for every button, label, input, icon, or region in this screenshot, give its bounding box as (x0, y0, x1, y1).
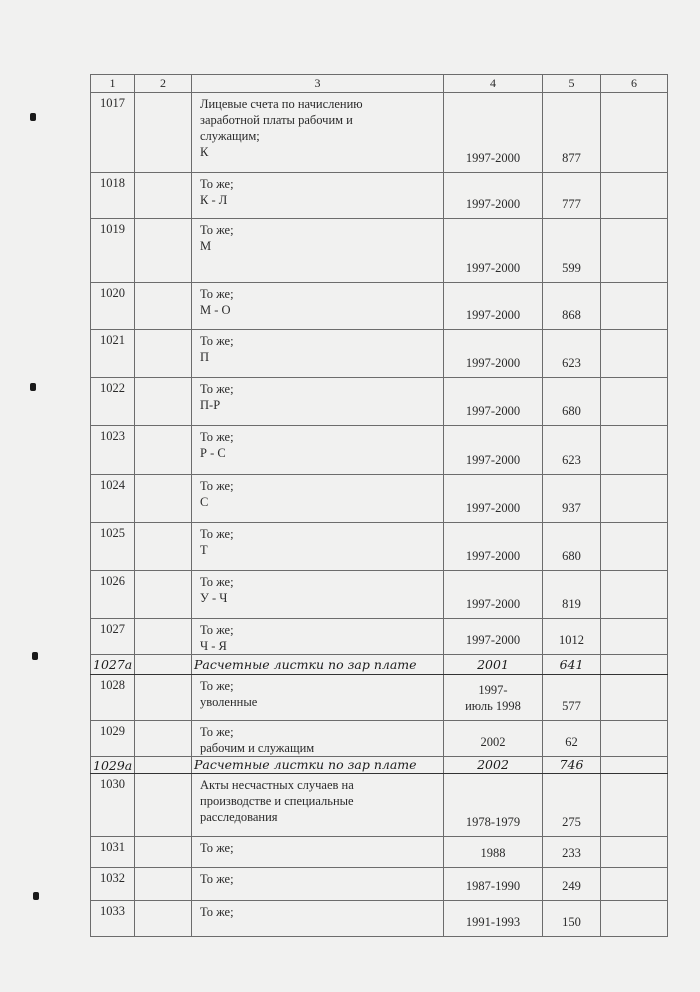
notes-cell (601, 868, 668, 901)
file-number (91, 173, 135, 219)
column-2-cell (135, 330, 192, 378)
file-years (444, 675, 543, 721)
table-row (91, 219, 668, 283)
file-years-line: 1997-2000 (465, 597, 521, 611)
table-row (91, 675, 668, 721)
sheet-count (543, 93, 601, 173)
notes-cell (601, 619, 668, 655)
file-years (444, 475, 543, 523)
file-years-line: 1997-2000 (465, 549, 521, 563)
file-years-line: 1997-2000 (465, 404, 521, 418)
file-title (192, 93, 444, 173)
file-years (444, 426, 543, 475)
file-title-line: К - Л (200, 193, 228, 207)
file-number (91, 93, 135, 173)
file-title-line: То же; (200, 872, 234, 886)
notes-cell (601, 523, 668, 571)
file-title (192, 721, 444, 757)
column-2-cell (135, 721, 192, 757)
sheet-count-text: 623 (562, 356, 581, 370)
file-title (192, 774, 444, 837)
notes-cell (601, 901, 668, 937)
file-years (444, 93, 543, 173)
sheet-count-text: 62 (565, 735, 578, 749)
punch-hole (30, 383, 36, 391)
table-row-handwritten (91, 655, 668, 675)
file-title (192, 757, 444, 774)
file-years-line: 1978-1979 (465, 815, 521, 829)
file-years-line: 1997- (478, 683, 508, 697)
notes-cell (601, 721, 668, 757)
file-number (91, 378, 135, 426)
file-number (91, 675, 135, 721)
sheet-count (543, 523, 601, 571)
file-years (444, 774, 543, 837)
notes-cell (601, 173, 668, 219)
column-header: 3 (192, 75, 444, 93)
file-title-line: То же; (200, 479, 234, 493)
file-title-line: То же; (200, 334, 234, 348)
column-2-cell (135, 619, 192, 655)
file-number (91, 774, 135, 837)
table-row (91, 475, 668, 523)
file-number-text: 1028 (100, 678, 125, 692)
table-row (91, 378, 668, 426)
column-2-cell (135, 837, 192, 868)
file-years (444, 901, 543, 937)
table-row (91, 523, 668, 571)
file-years-line: 2002 (480, 735, 506, 749)
file-title-line: К (200, 145, 209, 159)
file-title (192, 426, 444, 475)
file-years (444, 330, 543, 378)
file-years (444, 619, 543, 655)
file-title-line: Т (200, 543, 208, 557)
sheet-count-text: 599 (562, 261, 581, 275)
file-number (91, 837, 135, 868)
file-number-text: 1031 (100, 840, 125, 854)
sheet-count-text: 937 (562, 501, 581, 515)
notes-cell (601, 219, 668, 283)
file-number-text: 1027а (93, 657, 133, 672)
file-years (444, 219, 543, 283)
sheet-count-text: 249 (562, 879, 581, 893)
table-row (91, 330, 668, 378)
file-title (192, 868, 444, 901)
file-title (192, 675, 444, 721)
file-number (91, 757, 135, 774)
file-number-text: 1019 (100, 222, 125, 236)
punch-hole (32, 652, 38, 660)
file-title-line: уволенные (200, 695, 258, 709)
file-years (444, 868, 543, 901)
column-2-cell (135, 93, 192, 173)
file-years-line: 1997-2000 (465, 308, 521, 322)
file-number-text: 1017 (100, 96, 125, 110)
file-number (91, 655, 135, 675)
file-title (192, 475, 444, 523)
file-title-line: П (200, 350, 210, 364)
sheet-count-text: 150 (562, 915, 581, 929)
sheet-count (543, 675, 601, 721)
file-years (444, 283, 543, 330)
file-title-line: То же; (200, 527, 234, 541)
file-years (444, 571, 543, 619)
table-row (91, 868, 668, 901)
file-title (192, 219, 444, 283)
column-2-cell (135, 868, 192, 901)
file-years-line: 1997-2000 (465, 151, 521, 165)
file-number (91, 219, 135, 283)
notes-cell (601, 93, 668, 173)
file-title (192, 619, 444, 655)
table-body (91, 75, 668, 937)
file-title (192, 655, 444, 675)
table-row (91, 901, 668, 937)
sheet-count-text: 777 (562, 197, 581, 211)
sheet-count-text: 680 (562, 549, 581, 563)
sheet-count-text: 680 (562, 404, 581, 418)
notes-cell (601, 378, 668, 426)
file-number-text: 1033 (100, 904, 125, 918)
column-2-cell (135, 475, 192, 523)
file-title-line: Расчетные листки по зар плате (194, 656, 417, 672)
file-number-text: 1020 (100, 286, 125, 300)
sheet-count (543, 378, 601, 426)
sheet-count (543, 283, 601, 330)
sheet-count (543, 868, 601, 901)
sheet-count-text: 868 (562, 308, 581, 322)
file-years-line: 1987-1990 (465, 879, 521, 893)
file-years (444, 721, 543, 757)
file-title-line: производстве и специальные (200, 794, 354, 808)
file-title-line: То же; (200, 575, 234, 589)
sheet-count (543, 901, 601, 937)
file-number (91, 721, 135, 757)
file-title-line: Лицевые счета по начислению (200, 97, 363, 111)
notes-cell (601, 426, 668, 475)
file-title-line: То же; (200, 430, 234, 444)
file-years (444, 757, 543, 774)
file-title-line: Акты несчастных случаев на (200, 778, 354, 792)
file-number-text: 1018 (100, 176, 125, 190)
file-title-line: То же; (200, 177, 234, 191)
file-number-text: 1022 (100, 381, 125, 395)
column-header: 4 (444, 75, 543, 93)
file-title (192, 283, 444, 330)
file-title (192, 523, 444, 571)
sheet-count-text: 577 (562, 699, 581, 713)
file-number (91, 868, 135, 901)
file-years-line: 1997-2000 (465, 453, 521, 467)
column-2-cell (135, 426, 192, 475)
file-title-line: Ч - Я (200, 639, 227, 653)
file-years-line: июль 1998 (465, 699, 521, 713)
notes-cell (601, 757, 668, 774)
punch-hole (30, 113, 36, 121)
file-number-text: 1026 (100, 574, 125, 588)
file-title-line: То же; (200, 223, 234, 237)
column-2-cell (135, 901, 192, 937)
file-number (91, 619, 135, 655)
file-years-line: 2002 (477, 757, 509, 772)
file-number (91, 523, 135, 571)
notes-cell (601, 675, 668, 721)
notes-cell (601, 330, 668, 378)
file-title-line: То же; (200, 679, 234, 693)
file-years-line: 1997-2000 (465, 261, 521, 275)
notes-cell (601, 475, 668, 523)
column-header: 5 (543, 75, 601, 93)
file-title-line: То же; (200, 905, 234, 919)
file-years-line: 1997-2000 (465, 633, 521, 647)
table-row (91, 93, 668, 173)
file-years (444, 837, 543, 868)
column-2-cell (135, 675, 192, 721)
sheet-count (543, 219, 601, 283)
sheet-count-text: 877 (562, 151, 581, 165)
table-row (91, 283, 668, 330)
file-title (192, 901, 444, 937)
sheet-count (543, 619, 601, 655)
file-title-line: С (200, 495, 209, 509)
table-row (91, 619, 668, 655)
file-title-line: У - Ч (200, 591, 228, 605)
file-years (444, 523, 543, 571)
file-title-line: Расчетные листки по зар плате (194, 757, 417, 772)
notes-cell (601, 774, 668, 837)
file-number-text: 1027 (100, 622, 125, 636)
sheet-count (543, 426, 601, 475)
file-number (91, 330, 135, 378)
file-title (192, 173, 444, 219)
table-row (91, 426, 668, 475)
column-header: 6 (601, 75, 668, 93)
column-2-cell (135, 283, 192, 330)
sheet-count-text: 623 (562, 453, 581, 467)
file-title-line: То же; (200, 841, 234, 855)
sheet-count (543, 837, 601, 868)
file-title-line: То же; (200, 725, 234, 739)
sheet-count-text: 746 (559, 757, 584, 772)
sheet-count-text: 275 (562, 815, 581, 829)
file-number (91, 901, 135, 937)
file-years-line: 1997-2000 (465, 197, 521, 211)
file-title (192, 330, 444, 378)
sheet-count (543, 774, 601, 837)
file-title-line: расследования (200, 810, 278, 824)
sheet-count (543, 655, 601, 675)
sheet-count (543, 571, 601, 619)
column-header: 2 (135, 75, 192, 93)
sheet-count-text: 1012 (559, 633, 584, 647)
notes-cell (601, 837, 668, 868)
sheet-count (543, 475, 601, 523)
notes-cell (601, 655, 668, 675)
file-years-line: 1991-1993 (465, 915, 521, 929)
file-title-line: То же; (200, 623, 234, 637)
archive-inventory-table (90, 74, 668, 937)
column-2-cell (135, 774, 192, 837)
header-row (91, 75, 668, 93)
table-row (91, 571, 668, 619)
file-number-text: 1032 (100, 871, 125, 885)
column-2-cell (135, 219, 192, 283)
file-years (444, 173, 543, 219)
punch-hole (33, 892, 39, 900)
column-2-cell (135, 757, 192, 774)
table-row-handwritten (91, 757, 668, 774)
file-title (192, 571, 444, 619)
file-number-text: 1029а (93, 757, 133, 773)
file-title (192, 837, 444, 868)
file-years (444, 655, 543, 675)
column-2-cell (135, 655, 192, 675)
column-2-cell (135, 523, 192, 571)
file-title-line: заработной платы рабочим и (200, 113, 353, 127)
file-title-line: То же; (200, 382, 234, 396)
file-years (444, 378, 543, 426)
sheet-count (543, 330, 601, 378)
column-2-cell (135, 378, 192, 426)
file-years-line: 1997-2000 (465, 501, 521, 515)
sheet-count-text: 233 (562, 846, 581, 860)
file-number-text: 1025 (100, 526, 125, 540)
file-title (192, 378, 444, 426)
file-number-text: 1030 (100, 777, 125, 791)
file-title-line: М - О (200, 303, 231, 317)
sheet-count-text: 819 (562, 597, 581, 611)
file-number (91, 571, 135, 619)
file-title-line: служащим; (200, 129, 260, 143)
table-row (91, 173, 668, 219)
column-2-cell (135, 571, 192, 619)
notes-cell (601, 283, 668, 330)
sheet-count (543, 173, 601, 219)
file-number-text: 1029 (100, 724, 125, 738)
file-number (91, 475, 135, 523)
file-title-line: М (200, 239, 212, 253)
file-title-line: То же; (200, 287, 234, 301)
notes-cell (601, 571, 668, 619)
file-years-line: 2001 (477, 656, 509, 672)
table-row (91, 837, 668, 868)
file-number-text: 1021 (100, 333, 125, 347)
table-row (91, 774, 668, 837)
file-number-text: 1023 (100, 429, 125, 443)
file-number-text: 1024 (100, 478, 125, 492)
file-number (91, 283, 135, 330)
file-years-line: 1988 (480, 846, 506, 860)
sheet-count (543, 757, 601, 774)
file-title-line: П-Р (200, 398, 221, 412)
file-number (91, 426, 135, 475)
sheet-count (543, 721, 601, 757)
sheet-count-text: 641 (559, 656, 584, 672)
file-years-line: 1997-2000 (465, 356, 521, 370)
file-title-line: Р - С (200, 446, 226, 460)
file-title-line: рабочим и служащим (200, 741, 315, 755)
column-header: 1 (91, 75, 135, 93)
table-row (91, 721, 668, 757)
column-2-cell (135, 173, 192, 219)
